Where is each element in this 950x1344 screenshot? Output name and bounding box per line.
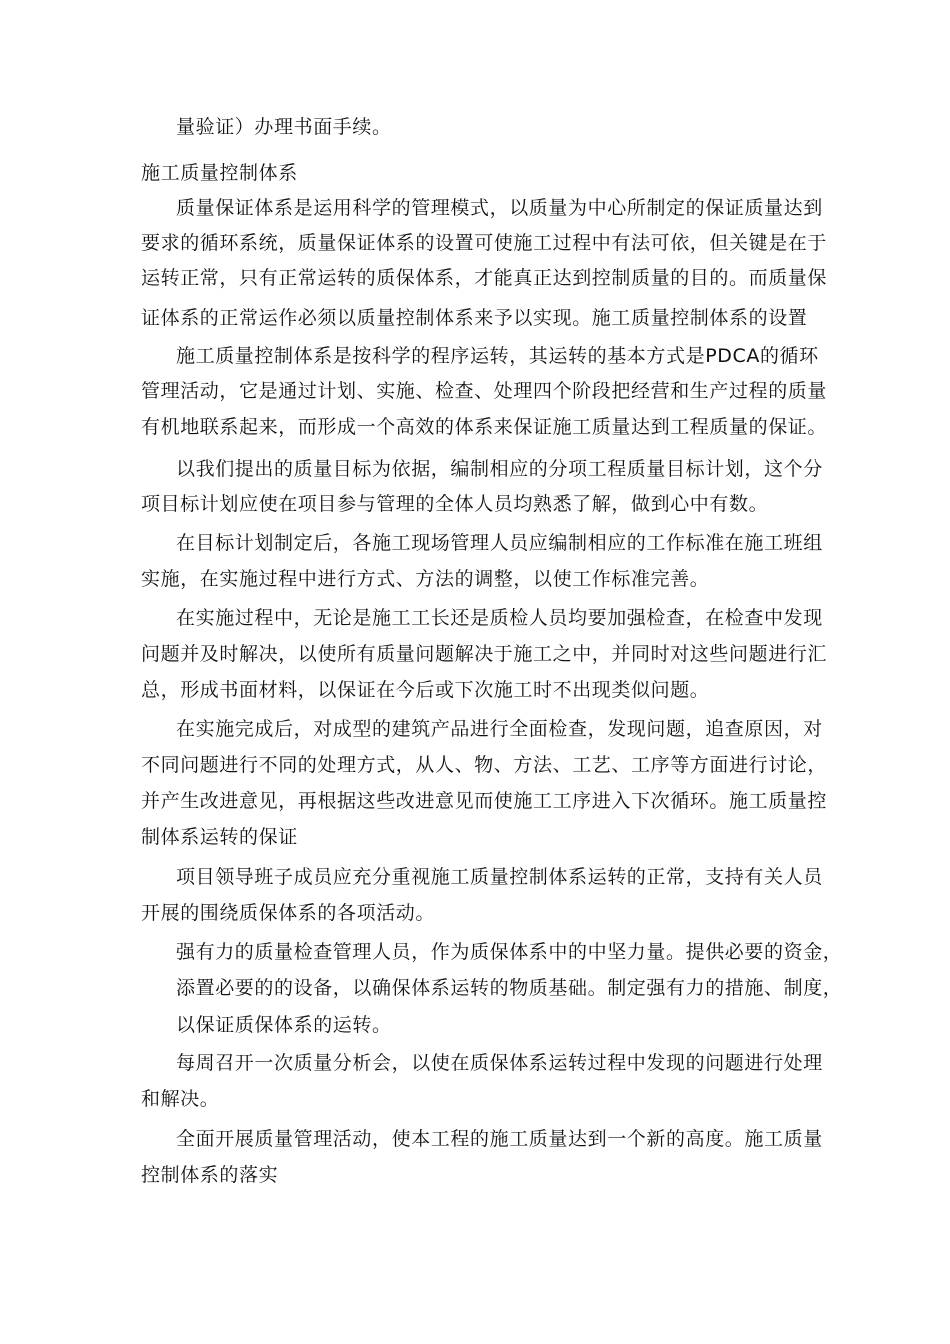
- text-line: 不同问题进行不同的处理方式，从人、物、方法、工艺、工序等方面进行讨论，: [141, 754, 828, 776]
- text-line: 证体系的正常运作必须以质量控制体系来予以实现。施工质量控制体系的设置: [141, 307, 808, 329]
- text-line: 项目标计划应使在项目参与管理的全体人员均熟悉了解，做到心中有数。: [141, 493, 769, 515]
- text-line: 以我们提出的质量目标为依据，编制相应的分项工程质量目标计划，这个分: [176, 458, 823, 480]
- text-line: 项目领导班子成员应充分重视施工质量控制体系运转的正常，支持有关人员: [176, 866, 823, 888]
- text-line: 要求的循环系统，质量保证体系的设置可使施工过程中有法可依，但关键是在于: [141, 232, 828, 254]
- text-line: 管理活动，它是通过计划、实施、检查、处理四个阶段把经营和生产过程的质量: [141, 380, 828, 402]
- text-line: 添置必要的的设备，以确保体系运转的物质基础。制定强有力的措施、制度，: [176, 977, 843, 999]
- text-line: 实施，在实施过程中进行方式、方法的调整，以使工作标准完善。: [141, 568, 710, 590]
- text-line: 强有力的质量检查管理人员，作为质保体系中的中坚力量。提供必要的资金，: [176, 941, 843, 963]
- text-line: 有机地联系起来，而形成一个高效的体系来保证施工质量达到工程质量的保证。: [141, 416, 828, 438]
- text-line: 并产生改进意见，再根据这些改进意见而使施工工序进入下次循环。施工质量控: [141, 790, 828, 812]
- text-line: 每周召开一次质量分析会，以使在质保体系运转过程中发现的问题进行处理: [176, 1052, 823, 1074]
- text-line: 在实施过程中，无论是施工工长还是质检人员均要加强检查，在检查中发现: [176, 607, 823, 629]
- text-line: 和解决。: [141, 1088, 220, 1110]
- text-line: 全面开展质量管理活动，使本工程的施工质量达到一个新的高度。施工质量: [176, 1128, 823, 1150]
- text-line: 以保证质保体系的运转。: [176, 1014, 392, 1036]
- text-line: 在实施完成后，对成型的建筑产品进行全面检查，发现问题，追查原因，对: [176, 718, 823, 740]
- text-line: 量验证）办理书面手续。: [176, 116, 392, 138]
- text-line: 控制体系的落实: [141, 1164, 279, 1186]
- text-line: 质量保证体系是运用科学的管理模式，以质量为中心所制定的保证质量达到: [176, 197, 823, 219]
- text-line: 问题并及时解决，以使所有质量问题解决于施工之中，并同时对这些问题进行汇: [141, 643, 828, 665]
- text-line: 在目标计划制定后，各施工现场管理人员应编制相应的工作标准在施工班组: [176, 532, 823, 554]
- text-line: 制体系运转的保证: [141, 826, 298, 848]
- section-heading: 施工质量控制体系: [141, 162, 298, 184]
- text-line: 施工质量控制体系是按科学的程序运转，其运转的基本方式是PDCA的循环: [176, 345, 819, 367]
- text-line: 总，形成书面材料，以保证在今后或下次施工时不出现类似问题。: [141, 679, 710, 701]
- text-line: 运转正常，只有正常运转的质保体系，才能真正达到控制质量的目的。而质量保: [141, 267, 828, 289]
- text-line: 开展的围绕质保体系的各项活动。: [141, 902, 436, 924]
